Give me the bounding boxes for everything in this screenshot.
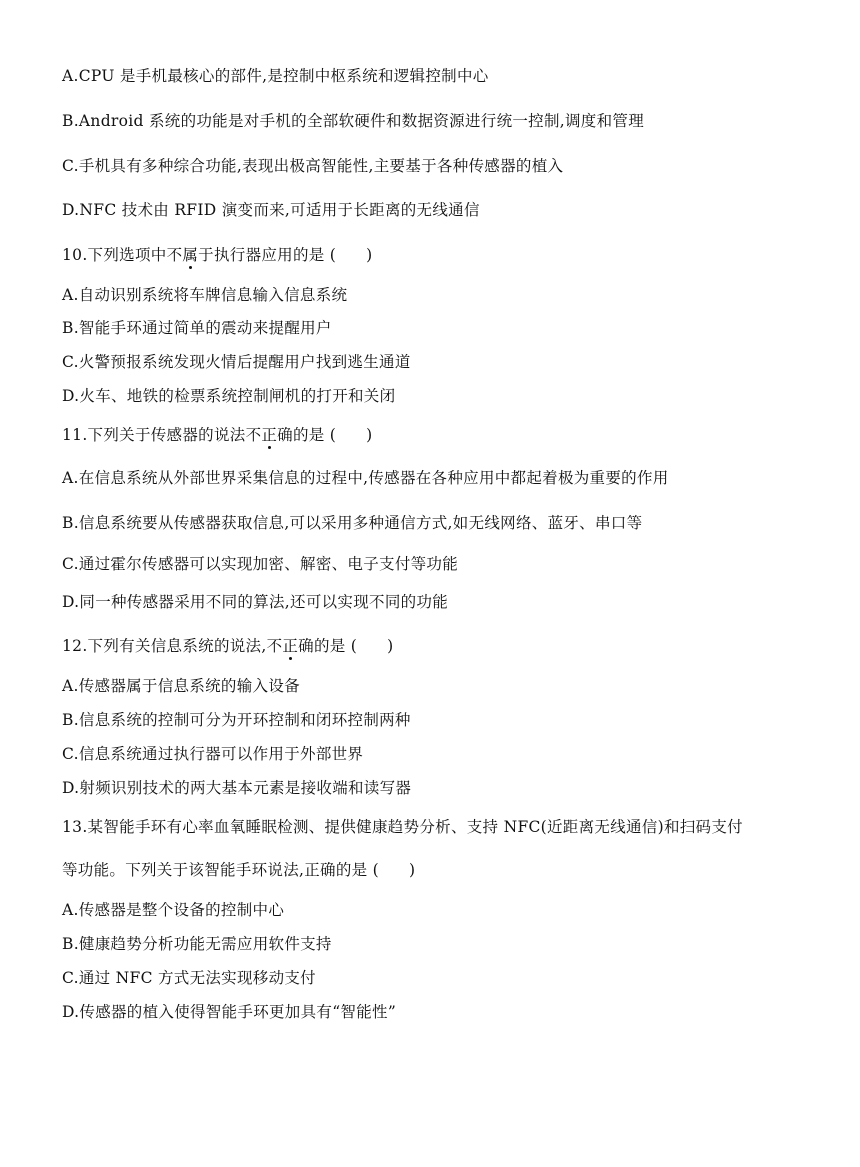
q10-stem-suffix: 执行器应用的是 ( xyxy=(213,246,337,264)
q12-stem-emphasis: 不正确 xyxy=(266,637,314,655)
q13-option-d: D.传感器的植入使得智能手环更加具有“智能性” xyxy=(62,1003,397,1021)
q10-option-a: A.自动识别系统将车牌信息输入信息系统 xyxy=(62,286,348,304)
q11-stem-suffix: 的是 ( xyxy=(292,426,337,444)
q11-stem-close: ) xyxy=(366,426,373,444)
q9-option-d: D.NFC 技术由 RFID 演变而来,可适用于长距离的无线通信 xyxy=(62,201,480,219)
q11-option-a: A.在信息系统从外部世界采集信息的过程中,传感器在各种应用中都起着极为重要的作用 xyxy=(62,469,669,487)
q10-option-d: D.火车、地铁的检票系统控制闸机的打开和关闭 xyxy=(62,387,396,405)
q11-option-d: D.同一种传感器采用不同的算法,还可以实现不同的功能 xyxy=(62,593,449,611)
q11-stem xyxy=(62,425,373,445)
q11-option-c: C.通过霍尔传感器可以实现加密、解密、电子支付等功能 xyxy=(62,555,459,573)
q12-option-c: C.信息系统通过执行器可以作用于外部世界 xyxy=(62,745,364,763)
q11-stem-prefix: 11.下列关于传感器的说法 xyxy=(62,426,246,444)
q9-option-c: C.手机具有多种综合功能,表现出极高智能性,主要基于各种传感器的植入 xyxy=(62,157,564,175)
q13-stem-close: ) xyxy=(409,861,416,879)
q11-stem-emphasis: 不正确 xyxy=(245,426,293,444)
q13-option-c: C.通过 NFC 方式无法实现移动支付 xyxy=(62,969,316,987)
q10-option-c: C.火警预报系统发现火情后提醒用户找到逃生通道 xyxy=(62,353,411,371)
q10-stem-prefix: 10.下列选项中 xyxy=(62,246,167,264)
q13-stem-line-1: 13.某智能手环有心率血氧睡眠检测、提供健康趋势分析、支持 NFC(近距离无线通信)和扫码支付 xyxy=(62,818,743,836)
q12-option-a: A.传感器属于信息系统的输入设备 xyxy=(62,677,300,695)
q9-option-b: B.Android 系统的功能是对手机的全部软硬件和数据资源进行统一控制,调度和管理 xyxy=(62,112,644,130)
q10-stem-emphasis: 不属于 xyxy=(166,246,214,264)
q11-option-b: B.信息系统要从传感器获取信息,可以采用多种通信方式,如无线网络、蓝牙、串口等 xyxy=(62,514,643,532)
q10-stem-close: ) xyxy=(366,246,373,264)
q9-option-a: A.CPU 是手机最核心的部件,是控制中枢系统和逻辑控制中心 xyxy=(62,67,489,85)
q10-option-b: B.智能手环通过简单的震动来提醒用户 xyxy=(62,319,332,337)
q12-stem-close: ) xyxy=(387,637,394,655)
q10-stem xyxy=(62,245,373,265)
q12-stem xyxy=(62,636,394,656)
q12-stem-prefix: 12.下列有关信息系统的说法, xyxy=(62,637,267,655)
q12-option-d: D.射频识别技术的两大基本元素是接收端和读写器 xyxy=(62,779,412,797)
q13-stem-text: 等功能。下列关于该智能手环说法,正确的是 ( xyxy=(62,861,380,879)
q12-stem-suffix: 的是 ( xyxy=(313,637,358,655)
q12-option-b: B.信息系统的控制可分为开环控制和闭环控制两种 xyxy=(62,711,411,729)
q13-option-b: B.健康趋势分析功能无需应用软件支持 xyxy=(62,935,332,953)
q13-stem-line-2 xyxy=(62,860,415,880)
q13-option-a: A.传感器是整个设备的控制中心 xyxy=(62,901,285,919)
